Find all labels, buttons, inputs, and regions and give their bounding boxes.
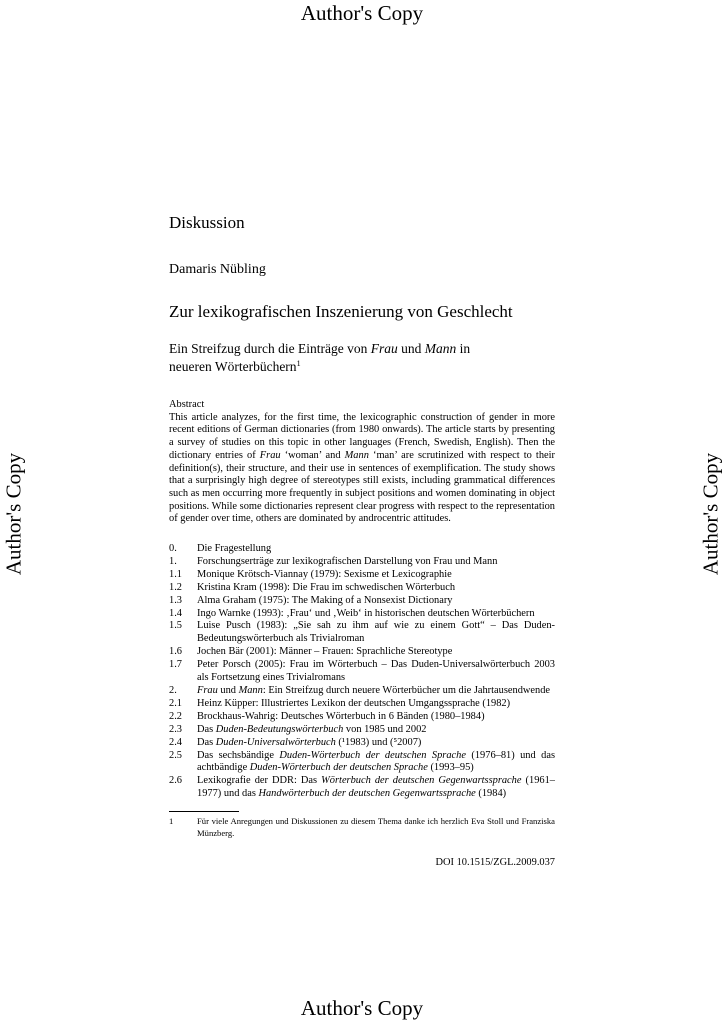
toc-italic: Wörterbuch der deutschen Gegenwartssprache — [321, 775, 522, 787]
abstract-text — [169, 412, 555, 526]
toc-item — [169, 556, 555, 569]
toc-number: 1.3 — [169, 594, 182, 606]
abstract-part: ‘woman’ and — [280, 449, 345, 461]
abstract — [169, 399, 555, 526]
toc-number: 1. — [169, 555, 177, 567]
toc-item — [169, 620, 555, 646]
toc-number: 1.2 — [169, 581, 182, 593]
toc-part: Lexikografie der DDR: Das — [197, 775, 322, 787]
toc-number: 2.3 — [169, 723, 182, 735]
toc-title: Die Fragestellung — [197, 543, 272, 554]
toc-title — [197, 737, 555, 750]
toc-item — [169, 737, 555, 750]
toc-number: 2.4 — [169, 736, 182, 748]
toc-title: Alma Graham (1975): The Making of a Nonsexist Dictionary — [197, 594, 453, 606]
subtitle-text: neueren Wörterbüchern — [169, 359, 297, 374]
toc-part: Das sechsbändige — [197, 749, 280, 761]
watermark-right: Author's Copy — [698, 452, 723, 576]
toc-part: Das — [197, 723, 216, 735]
toc-item — [169, 698, 555, 711]
toc-title: Kristina Kram (1998): Die Frau im schwedischen Wörterbuch — [197, 581, 456, 593]
toc-item — [169, 646, 555, 659]
toc-number: 2. — [169, 684, 177, 696]
toc-italic: Duden-Bedeutungswörterbuch — [215, 723, 344, 735]
toc-part: Das — [197, 736, 216, 748]
toc-title: Luise Pusch (1983): „Sie sah zu ihm auf wie zu einem Gott“ – Das Duden-Bedeutungswörterbuch als Trivialroman — [197, 620, 555, 645]
subtitle-text: und — [397, 341, 425, 356]
toc-part: : Ein Streifzug durch neuere Wörterbücher um die Jahrtausendwende — [262, 684, 551, 696]
toc-part: (1961–1977) und das — [197, 775, 555, 800]
toc-number: 1.6 — [169, 646, 182, 658]
toc-item — [169, 608, 555, 621]
toc-item — [169, 659, 555, 685]
toc-title: Forschungserträge zur lexikografischen Darstellung von Frau und Mann — [197, 555, 498, 567]
toc-item — [169, 711, 555, 724]
toc-item — [169, 685, 555, 698]
abstract-heading: Abstract — [169, 399, 205, 410]
abstract-part: ‘man’ are scrutinized with respect to their definition(s), their structure, and their use in sentences of exemplification. The study shows that a surprisingly high degree of stereotypes still exists, including grammatical differences such as men occurring more frequently in subject positions and women dominating in object positions. While some dictionaries represent clear progress with respect to the representation of gender over time, others are dominated by androcentric attitudes. — [169, 449, 555, 525]
toc-item — [169, 750, 555, 776]
subtitle-mann: Mann — [424, 341, 457, 356]
toc-item — [169, 543, 555, 556]
toc-number: 2.5 — [169, 749, 182, 761]
subtitle-text: in — [456, 341, 471, 356]
author-name: Damaris Nübling — [169, 262, 266, 277]
toc-title: Heinz Küpper: Illustriertes Lexikon der deutschen Umgangssprache (1982) — [197, 697, 511, 709]
section-label: Diskussion — [169, 213, 245, 232]
toc-item — [169, 775, 555, 801]
toc-part: (¹1983) und (⁵2007) — [335, 736, 422, 748]
footnote-text: Für viele Anregungen und Diskussionen zu diesem Thema danke ich herzlich Eva Stoll und Franziska Münzberg. — [197, 816, 555, 838]
toc-item — [169, 724, 555, 737]
watermark-bottom: Author's Copy — [300, 996, 424, 1020]
toc-title — [197, 724, 555, 737]
toc-title: Brockhaus-Wahrig: Deutsches Wörterbuch in 6 Bänden (1980–1984) — [197, 710, 485, 722]
toc-title: Jochen Bär (2001): Männer – Frauen: Sprachliche Stereotype — [197, 646, 453, 658]
abstract-part: This article analyzes, for the first time, the lexicographic construction of gender in more recent editions of German dictionaries (from 1980 onwards). The article starts by presenting a survey of studies on this topic in other languages (French, Swedish, English). Then the dictionary entries of — [169, 411, 555, 461]
toc-italic: Handwörterbuch der deutschen Gegenwartssprache — [258, 788, 476, 800]
toc-italic: Duden-Wörterbuch der deutschen Sprache — [279, 749, 466, 761]
subtitle-frau: Frau — [370, 341, 398, 356]
toc-item — [169, 595, 555, 608]
toc-number: 1.4 — [169, 607, 182, 619]
toc-part: (1984) — [475, 788, 507, 800]
abstract-mann: Mann — [344, 449, 369, 461]
toc-italic: Mann — [238, 684, 263, 696]
toc-title — [197, 685, 555, 698]
toc-part: und — [217, 684, 239, 696]
toc-part: von 1985 und 2002 — [343, 723, 427, 735]
subtitle-text: Ein Streifzug durch die Einträge von — [169, 341, 371, 356]
toc-number: 2.6 — [169, 775, 182, 787]
toc-title — [197, 750, 555, 776]
toc-title — [197, 775, 555, 801]
watermark-left: Author's Copy — [1, 452, 26, 576]
toc-number: 1.5 — [169, 620, 182, 632]
footnote-number: 1 — [169, 816, 174, 826]
toc-title: Ingo Warnke (1993): ‚Frau‘ und ‚Weib‘ in historischen deutschen Wörterbüchern — [197, 607, 535, 619]
toc-italic: Duden-Wörterbuch der deutschen Sprache — [249, 762, 428, 774]
toc-title: Peter Porsch (2005): Frau im Wörterbuch – Das Duden-Universalwörterbuch 2003 als Fortsetzung eines Trivialromans — [197, 659, 555, 684]
doi-reference: DOI 10.1515/ZGL.2009.037 — [435, 857, 555, 868]
toc-number: 2.2 — [169, 710, 182, 722]
abstract-frau: Frau — [259, 449, 281, 461]
toc-item — [169, 582, 555, 595]
article-subtitle — [169, 340, 489, 376]
watermark-top: Author's Copy — [300, 1, 424, 25]
toc-number: 0. — [169, 543, 177, 554]
toc-italic: Frau — [197, 684, 218, 696]
footnote — [169, 816, 555, 839]
footnote-divider — [169, 811, 239, 812]
toc-number: 1.7 — [169, 659, 182, 671]
toc-title: Monique Krötsch-Viannay (1979): Sexisme et Lexicographie — [197, 568, 452, 580]
toc-part: (1976–81) und das achtbändige — [197, 749, 555, 774]
toc-number: 1.1 — [169, 568, 182, 580]
toc-part: (1993–95) — [427, 762, 474, 774]
table-of-contents — [169, 543, 555, 801]
article-title: Zur lexikografischen Inszenierung von Geschlecht — [169, 302, 513, 321]
toc-italic: Duden-Universalwörterbuch — [215, 736, 336, 748]
footnote-marker[interactable]: 1 — [296, 359, 301, 368]
toc-number: 2.1 — [169, 697, 182, 709]
toc-item — [169, 569, 555, 582]
